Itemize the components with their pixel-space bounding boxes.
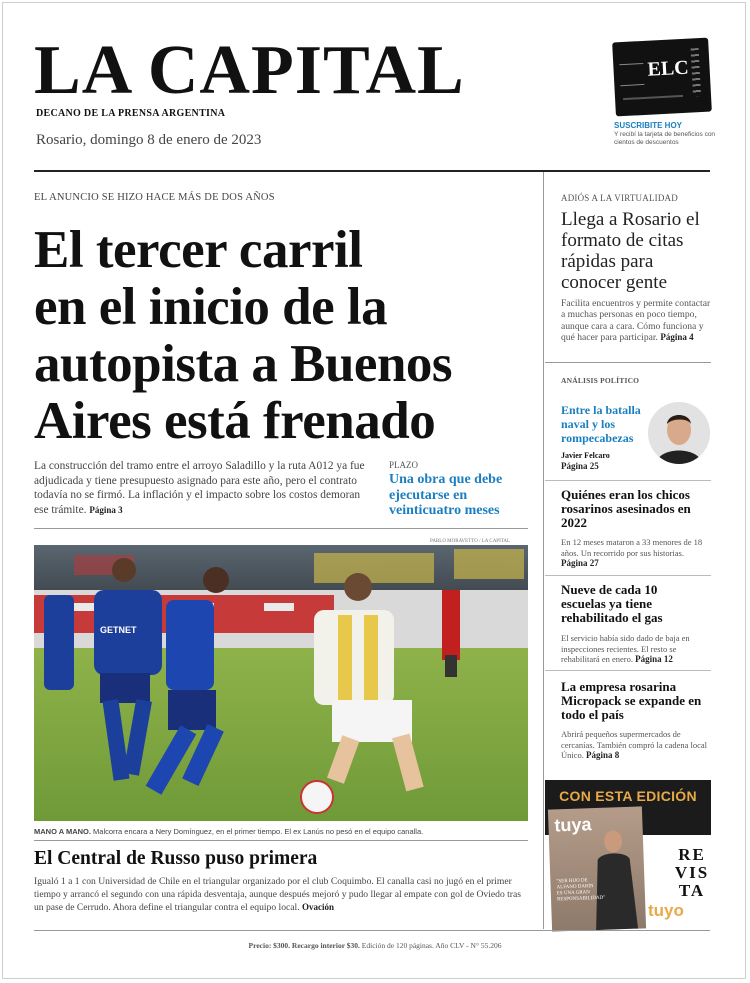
caption-label: MANO A MANO. — [34, 827, 91, 836]
sports-body — [34, 876, 528, 915]
tagline: DECANO DE LA PRENSA ARGENTINA — [36, 108, 226, 119]
magazine-logo: tuya — [554, 814, 592, 836]
columnist-portrait-icon — [648, 402, 710, 464]
lead-headline-line: en el inicio de la — [34, 278, 388, 336]
sports-author[interactable]: Ovación — [302, 902, 335, 913]
magazine-cover[interactable] — [548, 806, 646, 931]
lead-body-text: La construcción del tramo entre el arroyo Saladillo y la ruta A012 ya fue adjudicada y tiene presupuesto asignado para este año, pero el contrato todavía no se firmó. La inflación y el impacto sobre los costos demoran ese trámite. — [34, 460, 365, 516]
sidebar-rule-1 — [545, 362, 711, 363]
card-small-print-icon — [619, 63, 644, 86]
analysis-page[interactable]: Página 25 — [561, 461, 599, 471]
footer-rule — [34, 930, 710, 931]
header-rule — [34, 170, 710, 172]
sidebar-headline-citas[interactable]: Llega a Rosario el formato de citas rápidas para conocer gente — [561, 209, 700, 293]
sidebar-headline-escuelas[interactable]: Nueve de cada 10 escuelas ya tiene rehabilitado el gas — [561, 582, 663, 625]
plazo-kicker: PLAZO — [389, 460, 418, 470]
lead-headline-line: El tercer carril — [34, 221, 363, 279]
revista-line: RE — [678, 845, 706, 864]
sports-headline[interactable]: El Central de Russo puso primera — [34, 848, 318, 869]
edition-date: Rosario, domingo 8 de enero de 2023 — [36, 132, 262, 148]
lead-headline[interactable] — [34, 222, 534, 450]
soccer-photo-illustration — [34, 545, 528, 821]
sidebar-page-citas[interactable]: Página 4 — [660, 331, 694, 342]
sidebar-headline-micropack[interactable]: La empresa rosarina Micropack se expande en todo el país — [561, 679, 702, 722]
analysis-byline — [561, 450, 610, 472]
newspaper-logo[interactable]: LA CAPITAL — [34, 32, 465, 109]
benefits-card-image[interactable] — [612, 38, 712, 117]
promo-label: CON ESTA EDICIÓN — [559, 788, 697, 804]
sidebar-rule-3 — [545, 575, 711, 576]
card-chip-icon — [691, 48, 702, 96]
lead-headline-line: autopista a Buenos — [34, 335, 453, 393]
photo-credit: PABLO MORAVETTO / LA CAPITAL — [430, 539, 511, 544]
footer-edition: Edición de 120 páginas. Año CLV - N° 55.206 — [361, 941, 502, 950]
analysis-author: Javier Felcaro — [561, 451, 610, 460]
columnist-avatar — [648, 402, 710, 464]
magazine-cover-person-icon — [548, 806, 646, 931]
sidebar-kicker-virtualidad: ADIÓS A LA VIRTUALIDAD — [561, 193, 678, 203]
footer-price: Precio: $300. Recargo interior $30. — [248, 941, 360, 950]
soccer-match-photo[interactable] — [34, 545, 528, 821]
column-divider — [543, 172, 544, 929]
analysis-kicker: ANÁLISIS POLÍTICO — [561, 376, 640, 385]
sidebar-page-chicos[interactable]: Página 27 — [561, 558, 599, 568]
lead-kicker: EL ANUNCIO SE HIZO HACE MÁS DE DOS AÑOS — [34, 192, 275, 203]
footer-line — [0, 941, 750, 950]
sidebar-body-micropack — [561, 729, 711, 761]
sidebar-page-micropack[interactable]: Página 8 — [586, 750, 620, 760]
card-stripe-icon — [623, 95, 683, 100]
sports-body-text: Igualó 1 a 1 con Universidad de Chile en el triangular organizado por el club Coquimbo. El canalla casi no jugó en el primer tiempo y arrancó el segundo con una rápida desventaja, aunque después mejoró y pudo llegar al empate con gol de Oviedo tras un pase de Cerrudo. Ahora define el triangular contra el equipo local. — [34, 876, 521, 914]
jersey-sponsor: GETNET — [100, 625, 137, 635]
sidebar-headline-chicos[interactable]: Quiénes eran los chicos rosarinos asesinados en 2022 — [561, 487, 691, 530]
subscribe-link[interactable]: SUSCRIBITE HOY — [614, 121, 683, 130]
subscribe-text: Y recibí la tarjeta de beneficios con cientos de descuentos — [614, 131, 716, 146]
sidebar-body-citas-text: Facilita encuentros y permite contactar a muchas personas en poco tiempo, aunque cara a cara. Cómo funciona y qué hacer para participar. — [561, 298, 711, 343]
caption-text: Malcorra encara a Nery Domínguez, en el primer tiempo. El ex Lanús no pesó en el equipo canalla. — [93, 827, 424, 836]
lead-rule — [34, 528, 528, 529]
sidebar-body-escuelas-text: El servicio había sido dado de baja en inspecciones recientes. El resto se rehabilitará en enero. — [561, 633, 690, 664]
sidebar-body-citas — [561, 298, 711, 343]
revista-line: VIS — [674, 863, 710, 882]
sidebar-body-chicos-text: En 12 meses mataron a 33 menores de 18 años. Un recorrido por sus historias. — [561, 537, 703, 558]
magazine-cover-text: "SER HIJO DE ALFANO DARÍN ES UNA GRAN RESPONSABILIDAD" — [556, 878, 606, 903]
sidebar-body-micropack-text: Abrirá pequeños supermercados de cercanías. También compró la cadena local Único. — [561, 729, 708, 760]
sidebar-page-escuelas[interactable]: Página 12 — [635, 654, 673, 664]
sidebar-rule-2 — [545, 480, 711, 481]
photo-caption — [34, 827, 534, 836]
caption-rule — [34, 840, 528, 841]
revista-line: TA — [678, 881, 706, 900]
analysis-headline[interactable]: Entre la batalla naval y los rompecabezas — [561, 403, 641, 445]
sidebar-body-chicos — [561, 537, 711, 569]
lead-page-ref[interactable]: Página 3 — [89, 504, 123, 515]
sidebar-rule-4 — [545, 670, 711, 671]
revista-label — [672, 846, 712, 900]
lead-headline-line: Aires está frenado — [34, 392, 436, 450]
tuyo-brand-logo[interactable]: tuyo — [648, 901, 684, 920]
card-logo: ELC — [647, 56, 690, 81]
sidebar-body-escuelas — [561, 633, 711, 665]
plazo-text[interactable]: Una obra que debe ejecutarse en veinticuatro meses — [389, 472, 503, 518]
lead-body — [34, 459, 374, 517]
